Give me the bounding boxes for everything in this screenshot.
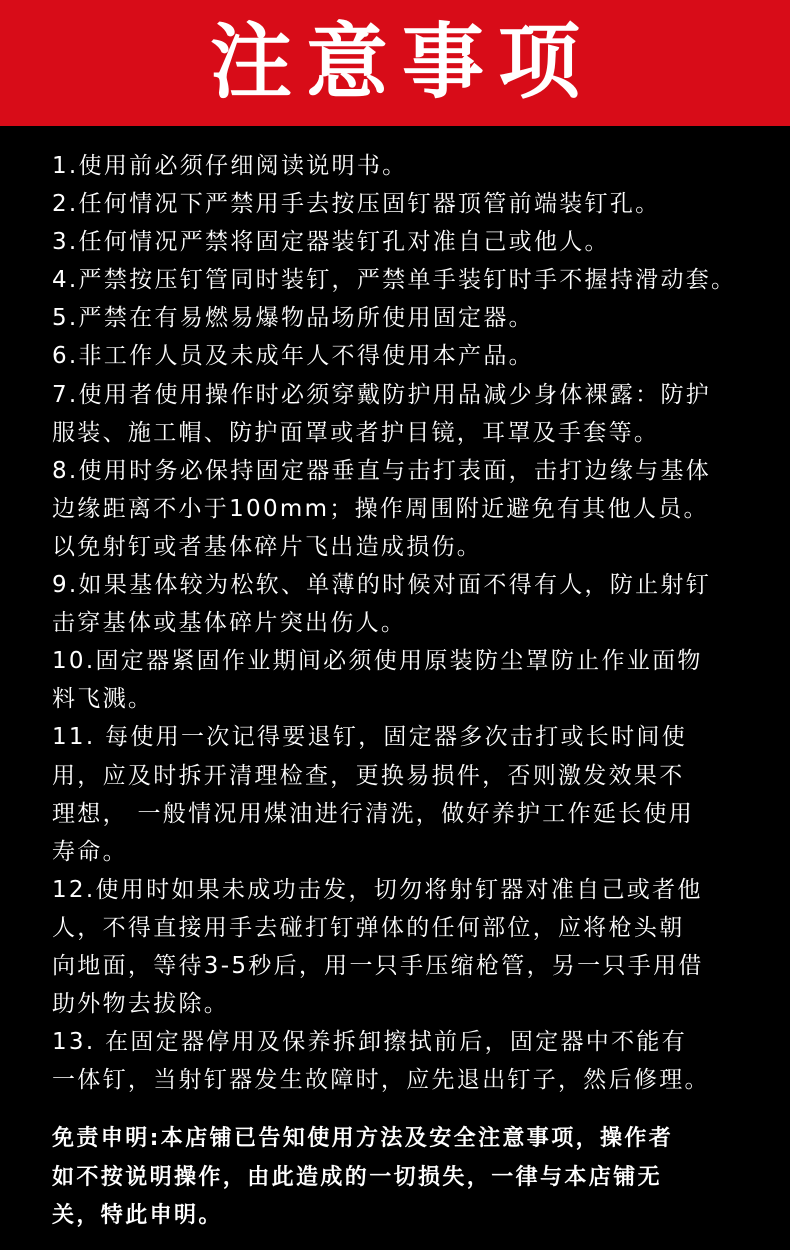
disclaimer-line: 关，特此申明。: [52, 1203, 223, 1228]
note-line: 3.任何情况严禁将固定器装钉孔对准自己或他人。: [52, 229, 610, 256]
note-line: 击穿基体或基体碎片突出伤人。: [52, 610, 407, 637]
note-line: 边缘距离不小于100mm；操作周围附近避免有其他人员。: [52, 495, 709, 522]
note-line: 人，不得直接用手去碰打钉弹体的任何部位，应将枪头朝: [52, 914, 685, 941]
note-line: 13. 在固定器停用及保养拆卸擦拭前后，固定器中不能有: [52, 1029, 687, 1056]
disclaimer: [52, 1120, 772, 1236]
note-line: 12.使用时如果未成功击发，切勿将射钉器对准自己或者他: [52, 876, 703, 903]
note-line: 8.使用时务必保持固定器垂直与击打表面，击打边缘与基体: [52, 457, 712, 484]
page-title: 注意事项: [209, 15, 594, 110]
title-banner: [0, 0, 790, 126]
note-line: 4.严禁按压钉管同时装钉，严禁单手装钉时手不握持滑动套。: [52, 267, 737, 294]
note-line: 寿命。: [52, 838, 128, 865]
note-line: 料飞溅。: [52, 686, 154, 713]
disclaimer-line: 如不按说明操作，由此造成的一切损失，一律与本店铺无: [52, 1164, 663, 1190]
note-line: 助外物去拔除。: [52, 991, 230, 1018]
note-line: 以免射钉或者基体碎片飞出造成损伤。: [52, 533, 483, 560]
note-line: 6.非工作人员及未成年人不得使用本产品。: [52, 343, 534, 370]
note-line: 理想， 一般情况用煤油进行清洗，做好养护工作延长使用: [52, 800, 695, 827]
note-line: 5.严禁在有易燃易爆物品场所使用固定器。: [52, 305, 534, 332]
note-line: 一体钉，当射钉器发生故障时，应先退出钉子，然后修理。: [52, 1067, 710, 1094]
note-line: 用，应及时拆开清理检查，更换易损件，否则激发效果不: [52, 762, 685, 789]
note-line: 2.任何情况下严禁用手去按压固钉器顶管前端装钉孔。: [52, 191, 661, 218]
note-line: 10.固定器紧固作业期间必须使用原装防尘罩防止作业面物: [52, 648, 703, 675]
note-line: 7.使用者使用操作时必须穿戴防护用品减少身体裸露：防护: [52, 381, 712, 408]
notes-list: [52, 147, 782, 1099]
note-line: 1.使用前必须仔细阅读说明书。: [52, 153, 408, 179]
note-line: 向地面，等待3-5秒后，用一只手压缩枪管，另一只手用借: [52, 952, 704, 979]
note-line: 11. 每使用一次记得要退钉，固定器多次击打或长时间使: [52, 724, 687, 751]
note-line: 服装、施工帽、防护面罩或者护目镜，耳罩及手套等。: [52, 419, 660, 446]
disclaimer-line: 免责申明:本店铺已告知使用方法及安全注意事项，操作者: [52, 1126, 674, 1151]
note-line: 9.如果基体较为松软、单薄的时候对面不得有人，防止射钉: [52, 572, 712, 599]
